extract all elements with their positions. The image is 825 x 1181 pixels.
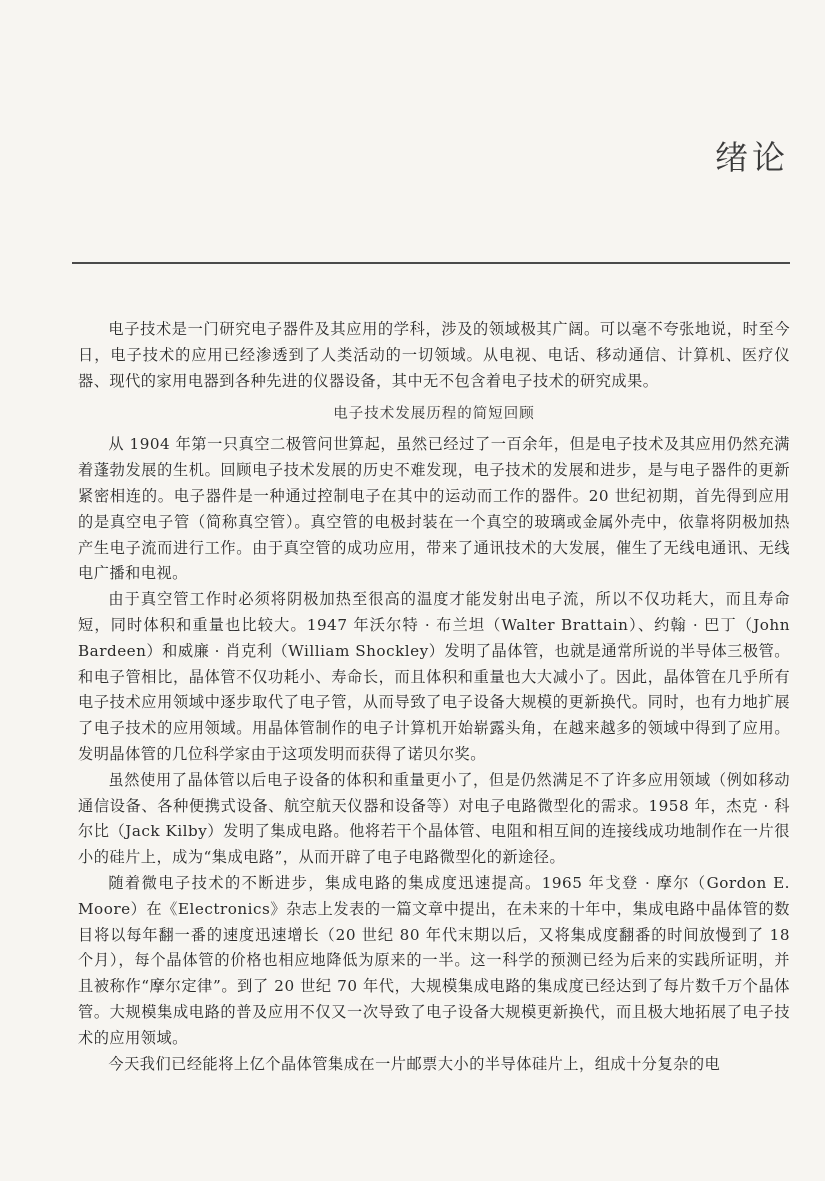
paragraph-today: 今天我们已经能将上亿个晶体管集成在一片邮票大小的半导体硅片上，组成十分复杂的电 [108, 1054, 721, 1073]
title-divider [72, 262, 790, 264]
intro-paragraph: 电子技术是一门研究电子器件及其应用的学科，涉及的领域极其广阔。可以毫不夸张地说，时至今日，电子技术的应用已经渗透到了人类活动的一切领域。从电视、电话、移动通信、计算机、医疗仪器、现代的家用电器到各种先进的仪器设备，其中无不包含着电子技术的研究成果。 [78, 320, 790, 390]
paragraph-transistor: 由于真空管工作时必须将阴极加热至很高的温度才能发射出电子流，所以不仅功耗大，而且寿命短，同时体积和重量也比较大。1947 年沃尔特 · 布兰坦（Walter Brattain）、约翰 · 巴丁（John Bardeen）和威廉 · 肖克利（William Shockley）发明了晶体管，也就是通常所说的半导体三极管。和电子管相比，晶体管不仅功耗小、寿命长，而且体积和重量也大大减小了。因此，晶体管在几乎所有电子技术应用领域中逐步取代了电子管，从而导致了电子设备大规模的更新换代。同时，也有力地扩展了电子技术的应用领域。用晶体管制作的电子计算机开始崭露头角，在越来越多的领域中得到了应用。发明晶体管的几位科学家由于这项发明而获得了诺贝尔奖。 [78, 590, 790, 763]
chapter-title: 绪论 [715, 138, 789, 177]
paragraph-vacuum-tube: 从 1904 年第一只真空二极管问世算起，虽然已经过了一百余年，但是电子技术及其应用仍然充满着蓬勃发展的生机。回顾电子技术发展的历史不难发现，电子技术的发展和进步，是与电子器件的更新紧密相连的。电子器件是一种通过控制电子在其中的运动而工作的器件。20 世纪初期，首先得到应用的是真空电子管（简称真空管）。真空管的电极封装在一个真空的玻璃或金属外壳中，依靠将阴极加热产生电子流而进行工作。由于真空管的成功应用，带来了通讯技术的大发展，催生了无线电通讯、无线电广播和电视。 [78, 435, 790, 583]
paragraph-moores-law: 随着微电子技术的不断进步，集成电路的集成度迅速提高。1965 年戈登 · 摩尔（Gordon E. Moore）在《Electronics》杂志上发表的一篇文章中提出，在未来的十年中，集成电路中晶体管的数目将以每年翻一番的速度迅速增长（20 世纪 80 年代末期以后，又将集成度翻番的时间放慢到了 18 个月），每个晶体管的价格也相应地降低为原来的一半。这一科学的预测已经为后来的实践所证明，并且被称作“摩尔定律”。到了 20 世纪 70 年代，大规模集成电路的集成度已经达到了每片数千万个晶体管。大规模集成电路的普及应用不仅又一次导致了电子设备大规模更新换代，而且极大地拓展了电子技术的应用领域。 [78, 873, 790, 1047]
paragraph-integrated-circuit: 虽然使用了晶体管以后电子设备的体积和重量更小了，但是仍然满足不了许多应用领域（例如移动通信设备、各种便携式设备、航空航天仪器和设备等）对电子电路微型化的需求。1958 年，杰克 · 科尔比（Jack Kilby）发明了集成电路。他将若干个晶体管、电阻和相互间的连接线成功地制作在一片很小的硅片上，成为“集成电路”，从而开辟了电子电路微型化的新途径。 [78, 770, 790, 867]
body-text [78, 317, 790, 1077]
section-heading: 电子技术发展历程的简短回顾 [333, 406, 535, 423]
